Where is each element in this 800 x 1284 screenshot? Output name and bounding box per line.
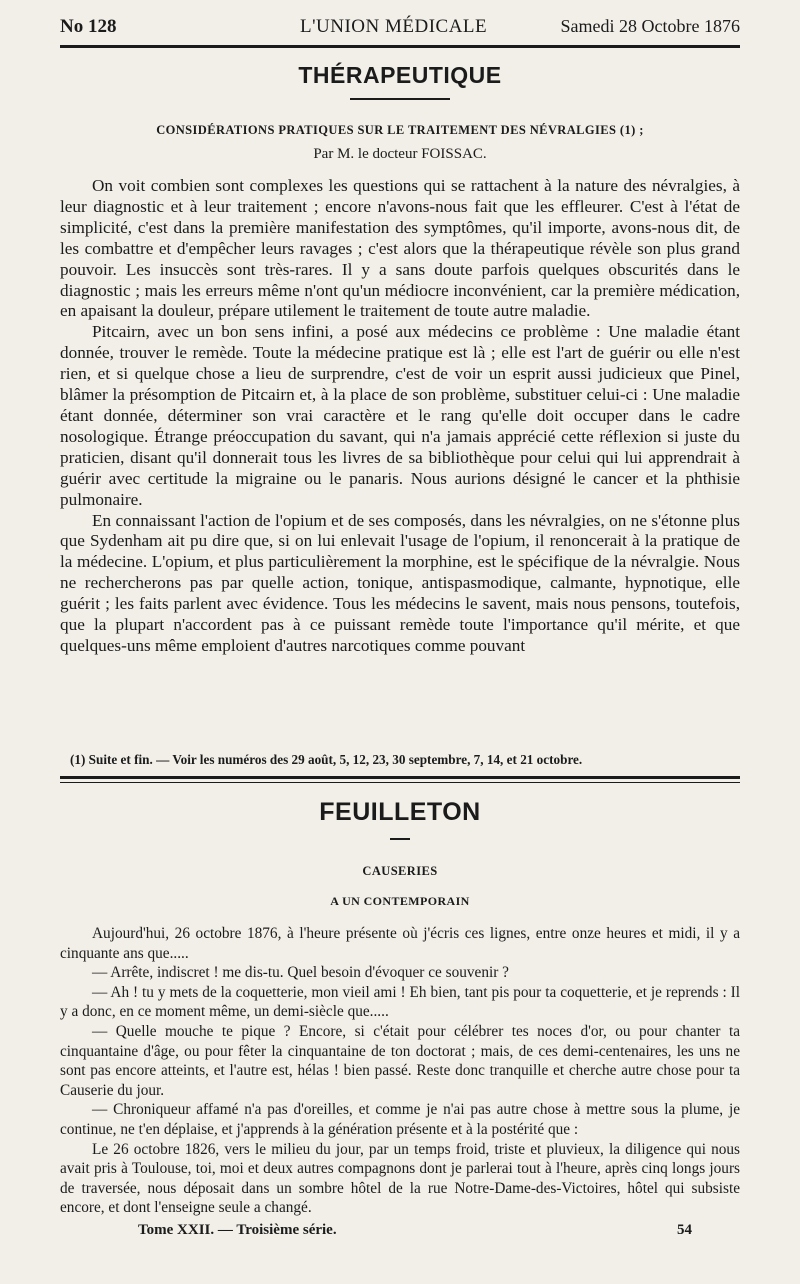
paragraph: Le 26 octobre 1826, vers le milieu du jour, par un temps froid, triste et pluvieux, la diligence qui nous avait pris à Toulouse, toi, moi et deux autres compagnons dont je parlerai tout à l'heure, après cinq longs jours de traversée, nous déposait dans un sombre hôtel de la rue Notre-Dame-des-Victoires, hôtel qui subsiste encore, et dont l'enseigne seule a changé.: [60, 1140, 740, 1217]
header-rule: [60, 45, 740, 48]
feuilleton-title: FEUILLETON: [319, 798, 481, 826]
title-underline: [350, 98, 450, 100]
article-byline: Par M. le docteur FOISSAC.: [313, 146, 487, 162]
therapeutique-body: [60, 176, 740, 657]
paragraph: — Ah ! tu y mets de la coquetterie, mon vieil ami ! Eh bien, tant pis pour ta coquetterie, et je reprends : Il y a donc, en ce moment même, un demi-siècle que.....: [60, 983, 740, 1021]
paragraph: Aujourd'hui, 26 octobre 1876, à l'heure présente où j'écris ces lignes, entre onze heures et midi, il y a cinquante ans que.....: [60, 925, 740, 962]
feuilleton-subtitle: CAUSERIES: [362, 864, 438, 878]
paragraph: — Quelle mouche te pique ? Encore, si c'était pour célébrer tes noces d'or, ou pour chanter ta cinquantaine d'âge, ou pour fêter la cinquantaine de ton doctorat ; mais, de ces demi-centenaires, les uns ne sont pas encore atteints, et l'autre est, hélas ! bien passé. Reste donc tranquille et cherche autre chose pour ta Causerie du jour.: [60, 1022, 740, 1099]
feuilleton-rule-bottom: [60, 782, 740, 783]
feuilleton-dedication: A UN CONTEMPORAIN: [330, 894, 470, 908]
page-number: 54: [677, 1222, 692, 1238]
footnote: (1) Suite et fin. — Voir les numéros des 29 août, 5, 12, 23, 30 septembre, 7, 14, et 21 octobre.: [70, 752, 583, 767]
article-subtitle: CONSIDÉRATIONS PRATIQUES SUR LE TRAITEMENT DES NÉVRALGIES (1) ;: [156, 123, 644, 137]
tome-label: Tome XXII. — Troisième série.: [138, 1222, 337, 1238]
therapeutique-title: THÉRAPEUTIQUE: [298, 62, 502, 88]
paragraph: — Chroniqueur affamé n'a pas d'oreilles, et comme je n'ai pas autre chose à mettre sous la plume, je continue, ne t'en déplaise, et j'apprends à la génération présente et à la postérité que :: [60, 1101, 740, 1138]
paragraph: On voit combien sont complexes les questions qui se rattachent à la nature des névralgies, à leur diagnostic et à leur traitement ; encore n'avons-nous fait que les effleurer. C'est à l'état de simplicité, c'est dans la première manifestation des symptômes, qu'il importe, avons-nous dit, de les combattre et d'empêcher leurs ravages ; c'est alors que la thérapeutique révèle son plus grand pouvoir. Les insuccès sont très-rares. Il y a sans doute parfois quelques obscurités dans le diagnostic ; mais les erreurs même n'ont qu'un médiocre inconvénient, car la première médication, en apaisant la douleur, prépare utilement le traitement de toute autre maladie.: [60, 176, 740, 321]
page-header: [60, 16, 740, 46]
paragraph: En connaissant l'action de l'opium et de ses composés, dans les névralgies, on ne s'étonne plus que Sydenham ait pu dire que, si on lui enlevait l'usage de l'opium, il renoncerait à la pratique de la médecine. L'opium, et plus particulièrement la morphine, est le spécifique de la névralgie. Nous ne rechercherons pas par quelle action, tonique, antispasmodique, calmante, hypnotique, elle guérit ; les faits parlent avec évidence. Tous les médecins le savent, mais nous pensons, toutefois, que la plupart n'accordent pas à ce puissant remède toute l'importance qu'il mérite, et que quelques-uns même emploient d'autres narcotiques comme pouvant: [60, 510, 740, 655]
feuilleton-dash: [390, 838, 410, 840]
feuilleton-rule-top: [60, 776, 740, 779]
page-footer: [60, 1222, 740, 1244]
journal-title: L'UNION MÉDICALE: [300, 16, 488, 37]
paragraph: — Arrête, indiscret ! me dis-tu. Quel besoin d'évoquer ce souvenir ?: [92, 964, 509, 982]
issue-number: No 128: [60, 16, 117, 37]
feuilleton-body: [60, 924, 740, 1218]
issue-date: Samedi 28 Octobre 1876: [560, 16, 740, 36]
paragraph: Pitcairn, avec un bon sens infini, a posé aux médecins ce problème : Une maladie étant donnée, trouver le remède. Toute la médecine pratique est là ; elle est l'art de guérir ou elle n'est rien, et si quelque chose a lieu de surprendre, c'est de voir un esprit aussi judicieux que Pinel, blâmer la présomption de Pitcairn et, à la place de son problème, substituer celui-ci : Une maladie étant donnée, déterminer son vrai caractère et le rang qu'elle doit occuper dans le cadre nosologique. Étrange préoccupation du savant, qui n'a jamais apprécié cette réflexion si juste du praticien, disant qu'il donnerait tous les livres de sa bibliothèque pour celui qui lui apprendrait à guérir avec certitude la migraine ou le panaris. Nous aurions désigné le cancer et la phthisie pulmonaire.: [60, 322, 740, 509]
newspaper-page: [60, 0, 740, 1284]
